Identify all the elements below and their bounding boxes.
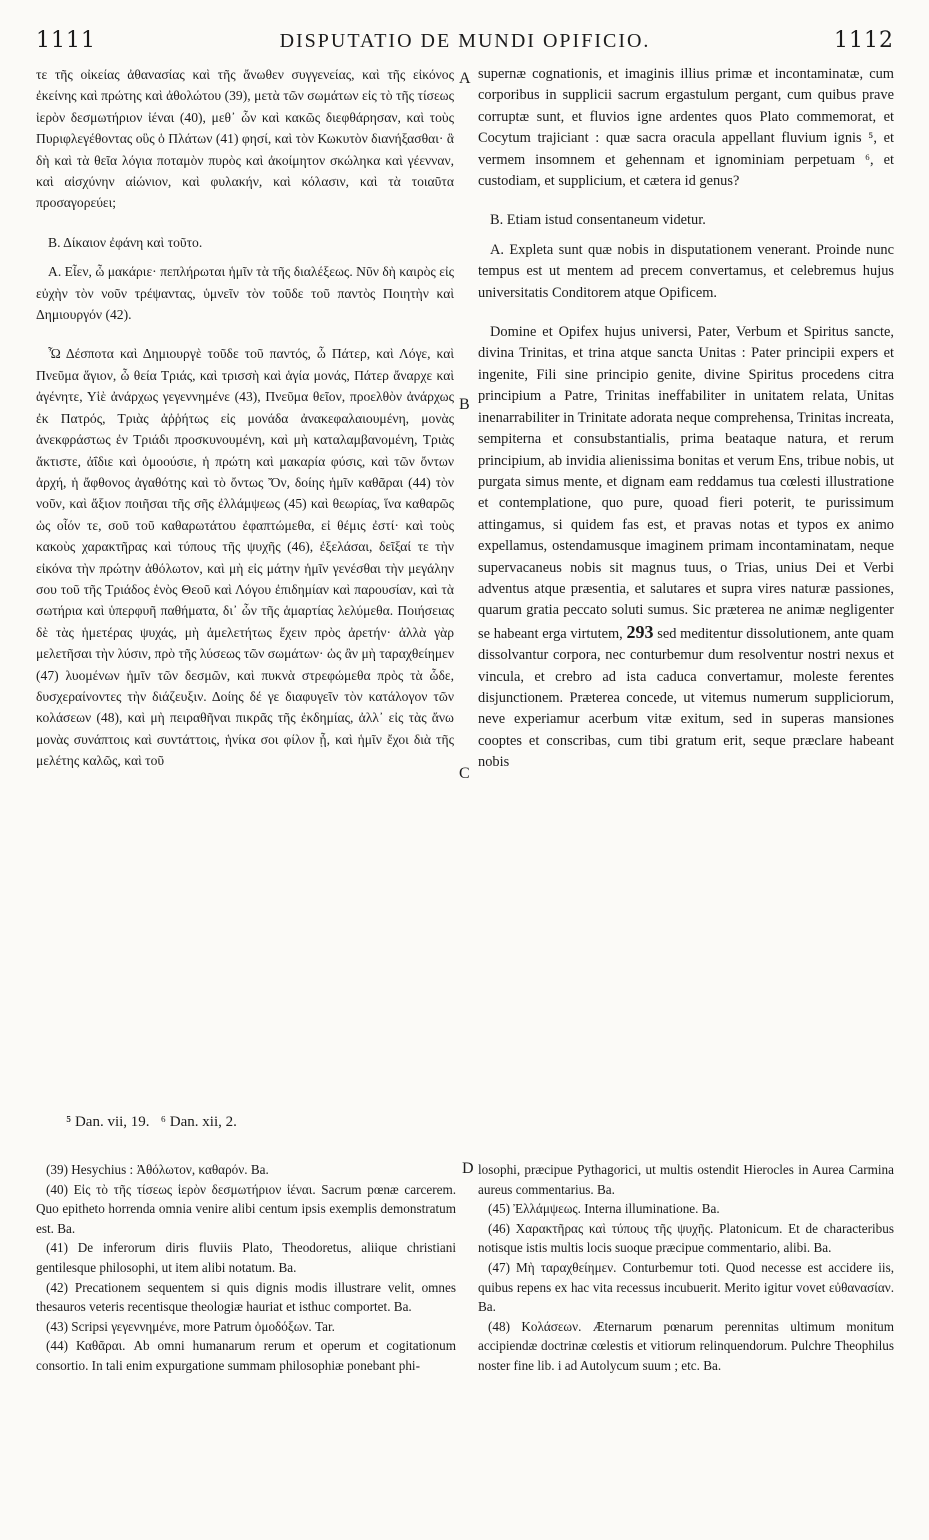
note-44: (44) Καθᾶραι. Ab omni humanarum rerum et operum et cogitationum consortio. In tali enim expurgatione summam philosophiæ ponebant phi- <box>36 1338 456 1373</box>
latin-paragraph-3: A. Expleta sunt quæ nobis in disputationem venerant. Proinde nunc tempus est ut mentem ad precem convertamus, et celebremus hujus universitatis Conditorem atque Opificem. <box>478 241 894 301</box>
note-42: (42) Precationem sequentem si quis dignis modis illustrare velit, omnes thesauros veteris recentisque theologiæ hauriat et isthuc comportet. Ba. <box>36 1279 456 1315</box>
left-page-number: 1111 <box>36 28 96 53</box>
running-title: DISPUTATIO DE MUNDI OPIFICIO. <box>279 30 651 52</box>
note-44-continued: losophi, præcipue Pythagorici, ut multis ostendit Hierocles in Aurea Carmina aureus commentarius. Ba. <box>478 1162 894 1197</box>
running-header <box>36 28 894 56</box>
note-39: (39) Hesychius : Ἀθόλωτον, καθαρόν. Ba. <box>46 1162 269 1177</box>
note-48: (48) Κολάσεων. Æternarum pœnarum perennitas ultimum monitum accipiendæ doctrinæ cœlestis et vitiorum relinquendorum. Pulchre Theophilus noster fine lib. i ad Autolycum suum ; etc. Ba. <box>478 1318 894 1373</box>
latin-paragraph-1: supernæ cognationis, et imaginis illius primæ et incontaminatæ, cum corporibus in supplicii sacrum ergastulum pergant, cum quibus prave corruptæ sunt, et fluvios igne ardentes quos Plato commemorat, et Cocytum trajiciant : quæ sacra oracula appellant fluvium ignis ⁵, et vermem insomnem et gehennam et ignominiam perpetuam ⁶, et custodiam, et supplicium, et cætera id genus? <box>478 66 894 190</box>
notes-left-column <box>36 1160 456 1376</box>
greek-paragraph-1: τε τῆς οἰκείας ἀθανασίας καὶ τῆς ἄνωθεν συγγενείας, καὶ τῆς εἰκόνος ἐκείνης καὶ πρώτης καὶ ἀθολώτου (39), μετὰ τῶν σωμάτων εἰς τὸ τῆς τίσεως ἱερὸν δεσμωτήριον ἰέναι (40), μεθ᾽ ὧν καὶ κακῶς διεφθάρησαν, καὶ τοὺς Πυριφλεγέθοντας οὓς ὁ Πλάτων (41) φησί, καὶ τὸν Κωκυτὸν διανήξασθαι· ἃ δὴ καὶ τὰ θεῖα λόγια ποταμὸν πυρὸς καὶ ἀκοίμητον σκώληκα καὶ γέενναν, καὶ αἰσχύνην αἰώνιον, καὶ φυλακήν, καὶ κόλασιν, καὶ τὰ τοιαῦτα προσαγορεύει; <box>36 67 454 211</box>
note-43: (43) Scripsi γεγεννημένε, more Patrum ὁμοδόξων. Tar. <box>46 1318 335 1334</box>
scripture-references: ⁵ Dan. vii, 19. ⁶ Dan. xii, 2. <box>66 1114 237 1130</box>
latin-prayer-part-2: sed meditentur dissolutionem, ante quam dissolvantur corpora, nec conturbemur dum resolventur nostri nexus et vincula, et crebro ad ista caduca convertamur, moleste ferentes disjunctionem. Præterea concede, ut vitemus numerum suppliciorum, neve experiamur acerbum vitæ exitum, sed in superas mansiones cooptes et conscribas, cum tibi gratum erit, seque præclare habeant nobis <box>478 625 894 771</box>
margin-letter-a: A <box>459 70 471 87</box>
notes-right-column <box>478 1160 894 1376</box>
note-45: (45) Ἐλλάμψεως. Interna illuminatione. Ba. <box>488 1201 720 1217</box>
right-page-number: 1112 <box>834 28 894 53</box>
greek-paragraph-2: Β. Δίκαιον ἐφάνη καὶ τοῦτο. <box>48 234 203 250</box>
greek-column <box>36 64 454 772</box>
note-41: (41) De inferorum diris fluviis Plato, Theodoretus, aliique christiani gentilesque philosophi, ut item alibi notatum. Ba. <box>36 1240 456 1275</box>
greek-paragraph-3: Α. Εἶεν, ὦ μακάριε· πεπλήρωται ἡμῖν τὰ τῆς διαλέξεως. Νῦν δὴ καιρὸς εἰς εὐχὴν τὸν νοῦν τρέψαντας, ὑμνεῖν τὸν τοῦδε τοῦ παντὸς Ποιητὴν καὶ Δημιουργόν (42). <box>36 264 454 323</box>
latin-prayer-part-1: Domine et Opifex hujus universi, Pater, Verbum et Spiritus sancte, divina Trinitas, et trina atque sancta Unitas : Pater principii expers et ingenite, Fili sine principio genite, divine Spiritus procedens citra principium a Patre, Trinitas ineffabiliter in unitatem relata, Unitas inenarrabiliter in Trinitate adorata neque comprehensa, Trinitas increata, sempiterna et consubstantialis, prima beataque natura, et rerum principium, ab invidia alienissima bonitas et verum Ens, tribue nobis, ut purgata simus mente, et dignam eam reddamus tua cœlesti illustratione et contemplatione, quo pure, quoad fieri poterit, te purissimum attingamus, si quidem fas est, et pravas notas et typos ex animo expellamus, ostendamusque imaginem primam incontaminatam, neque supervacaneus nobis sit magnus tuus, o Trias, unius Dei et Verbi adventus atque præsentia, et salutares et supra vires naturæ passiones, quarum gratia peccato soluti sumus. Sic præterea ne animæ negligenter se habeant erga virtutem, <box>478 324 894 642</box>
column-number: 293 <box>626 621 654 642</box>
note-40: (40) Εἰς τὸ τῆς τίσεως ἱερὸν δεσμωτήριον ἰέναι. Sacrum pœnæ carcerem. Quo epitheto horrenda omnia venire alibi centum ipsis exemplis demonstratum est. Ba. <box>36 1181 456 1236</box>
latin-column <box>478 64 894 774</box>
margin-letter-b: B <box>459 396 470 413</box>
latin-prayer <box>478 322 894 774</box>
margin-letter-c: C <box>459 765 470 782</box>
latin-paragraph-2: B. Etiam istud consentaneum videtur. <box>490 212 706 229</box>
note-47: (47) Μὴ ταραχθείημεν. Conturbemur toti. Quod necesse est accidere iis, quibus repens ex hac vita recessus incubuerit. Merito igitur vovet εὐθανασίαν. Ba. <box>478 1259 894 1315</box>
note-46: (46) Χαρακτῆρας καὶ τύπους τῆς ψυχῆς. Platonicum. Et de characteribus notisque istis multis locis suoque præcipue commentario, alibi. Ba. <box>478 1220 894 1256</box>
greek-prayer: Ὦ Δέσποτα καὶ Δημιουργὲ τοῦδε τοῦ παντός, ὦ Πάτερ, καὶ Λόγε, καὶ Πνεῦμα ἅγιον, ὦ θεία Τριάς, καὶ τρισσὴ καὶ ἁγία μονάς, Πάτερ ἄναρχε καὶ ἀγένητε, Υἱὲ ἀνάρχως γεγεννημένε (43), Πνεῦμα θεῖον, προελθὸν ἀνάρχως ἐκ Πατρός, Τριὰς ἀῤῥήτως εἰς μονάδα ἀνακεφαλαιουμένη, μονὰς ἀνεκφράστως ἐν Τριάδι προσκυνουμένη, καὶ μὴ καταλαμβανομένη, Τριὰς ἄκτιστε, ἀΐδιε καὶ ὁμοούσιε, ἡ πρώτη καὶ μακαρία φύσις, καὶ τῶν ὄντων ἀρχή, ἡ ἄφθονος ἀγαθότης καὶ τὸ ὄντως Ὄν, δοίης ἡμῖν καθᾶραι (44) τὸν νοῦν, καὶ ἄξιον ποιῆσαι τῆς σῆς ἐλλάμψεως (45) καὶ θεωρίας, ἵνα καθαρῶς ὡς οἷόν τε, σοῦ τοῦ καθαρωτάτου ἐφαπτώμεθα, εἰ θέμις ἐστί· καὶ τοὺς κακοὺς χαρακτῆρας καὶ τύπους τῆς ψυχῆς (46), ἐξελάσαι, δεῖξαί τε τὴν εἰκόνα τὴν πρώτην ἀθόλωτον, καὶ μὴ εἰς μάτην ἡμῖν γενέσθαι τὴν μεγάλην σου τοῦ τῆς Τριάδος ἑνὸς Θεοῦ καὶ Λόγου ἐπιδημίαν καὶ παρουσίαν, καὶ τὰ σωτήρια καὶ ὑπερφυῆ παθήματα, δι᾽ ὧν τῆς ἁμαρτίας λελύμεθα. Ποιήσειας δὲ τὰς ἡμετέρας ψυχάς, μὴ ἀμελετήτως ἔχειν πρὸς ἀρετήν· ἀλλὰ γὰρ μελετῆσαι τὴν λύσιν, πρὸ τῆς λύσεως τῶν σωμάτων· ὡς ἂν μὴ ταραχθείημεν (47) λυομένων ἡμῖν τῶν δεσμῶν, καὶ πυκνὰ στρεφώμεθα πρὸς τὰ ὧδε, δυσχεραίνοντες τὴν διάζευξιν. Δοίης δέ γε διαφυγεῖν τὸν κατάλογον τῶν κολάσεων (48), καὶ μὴ πειραθῆναι πικρᾶς τῆς ἐκδημίας, ἀλλ᾽ εἰς τὰς ἄνω μονὰς συνάπτοις καὶ συντάττοις, ἡνίκα σοι φίλον ᾖ, καὶ ἡμῖν ἔχοι διὰ τῆς μελέτης καλῶς, καὶ τοῦ <box>36 346 454 769</box>
margin-letter-d: D <box>462 1160 474 1177</box>
